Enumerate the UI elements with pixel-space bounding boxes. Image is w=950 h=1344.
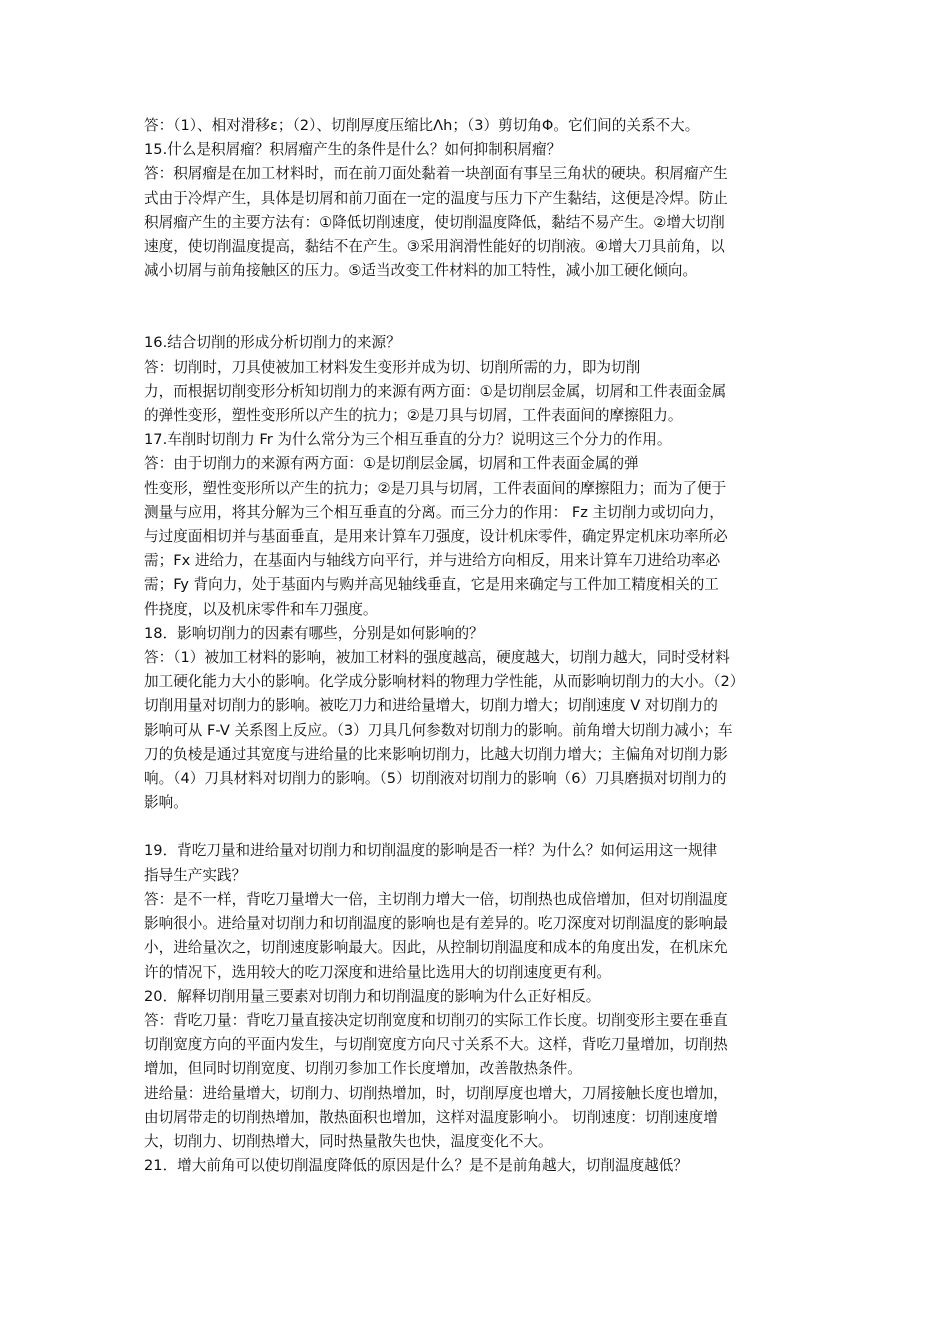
answer-text: 需；Fx 进给力，在基面内与轴线方向平行，并与进给方向相反，用来计算车刀进给功率必 <box>144 552 721 570</box>
document-page <box>144 114 812 1178</box>
paragraph-gap <box>144 283 812 331</box>
answer-text: 答：由于切削力的来源有两方面：①是切削层金属，切屑和工件表面金属的弹 <box>144 455 639 473</box>
answer-text: 答：（1）、相对滑移ε；（2）、切削厚度压缩比Λh；（3）剪切角Φ。它们间的关系不大。 <box>144 117 700 134</box>
question-heading: 指导生产实践？ <box>144 866 247 884</box>
question-heading: 17.车削时切削力 Fr 为什么常分为三个相互垂直的分力？说明这三个分力的作用。 <box>144 431 672 449</box>
question-heading: 19．背吃刀量和进给量对切削力和切削温度的影响是否一样？为什么？如何运用这一规律 <box>144 842 718 860</box>
answer-text: 答：（1）被加工材料的影响，被加工材料的强度越高，硬度越大，切削力越大，同时受材料 <box>144 649 730 667</box>
question-heading: 15.什么是积屑瘤？积屑瘤产生的条件是什么？如何抑制积屑瘤？ <box>144 141 562 159</box>
answer-text: 响。（4）刀具材料对切削力的影响。（5）切削液对切削力的影响（6）刀具磨损对切削力的 <box>144 770 727 788</box>
answer-text: 切削用量对切削力的影响。被吃刀力和进给量增大，切削力增大；切削速度 V 对切削力的 <box>144 697 718 715</box>
answer-text: 增加，但同时切削宽度、切削刃参加工作长度增加，改善散热条件。 <box>144 1060 582 1078</box>
answer-text: 大，切削力、切削热增大，同时热量散失也快，温度变化不大。 <box>144 1132 553 1150</box>
answer-text: 加工硬化能力大小的影响。化学成分影响材料的物理力学性能，从而影响切削力的大小。（2） <box>144 673 745 691</box>
answer-text: 影响可从 F-V 关系图上反应。（3）刀具几何参数对切削力的影响。前角增大切削力减小；车 <box>144 721 733 739</box>
answer-text: 影响很小。进给量对切削力和切削温度的影响也是有差异的。吃刀深度对切削温度的影响最 <box>144 915 728 933</box>
answer-text: 测量与应用，将其分解为三个相互垂直的分离。而三分力的作用： Fz 主切削力或切向力， <box>144 503 724 521</box>
answer-text: 需；Fy 背向力，处于基面内与购并高见轴线垂直，它是用来确定与工件加工精度相关的工 <box>144 576 719 594</box>
question-heading: 16.结合切削的形成分析切削力的来源？ <box>144 334 401 352</box>
answer-text: 速度，使切削温度提高，黏结不在产生。③采用润滑性能好的切削液。④增大刀具前角，以 <box>144 238 725 256</box>
answer-text: 积屑瘤产生的主要方法有：①降低切削速度，使切削温度降低，黏结不易产生。②增大切削 <box>144 213 725 231</box>
answer-text: 件挠度，以及机床零件和车刀强度。 <box>144 600 378 618</box>
question-heading: 20．解释切削用量三要素对切削力和切削温度的影响为什么正好相反。 <box>144 987 601 1005</box>
answer-text: 的弹性变形，塑性变形所以产生的抗力；②是刀具与切屑，工件表面间的摩擦阻力。 <box>144 407 683 425</box>
answer-text: 力，而根据切削变形分析知切削力的来源有两方面：①是切削层金属，切屑和工件表面金属 <box>144 382 727 400</box>
answer-text: 与过度面相切并与基面垂直，是用来计算车刀强度，设计机床零件，确定界定机床功率所必 <box>144 528 728 546</box>
question-heading: 18．影响切削力的因素有哪些，分别是如何影响的？ <box>144 624 484 642</box>
paragraph-gap <box>144 815 812 839</box>
answer-text: 答：是不一样，背吃刀量增大一倍，主切削力增大一倍，切削热也成倍增加，但对切削温度 <box>144 890 728 908</box>
answer-text: 答：背吃刀量：背吃刀量直接决定切削宽度和切削刃的实际工作长度。切削变形主要在垂直 <box>144 1011 728 1029</box>
answer-text: 答：积屑瘤是在加工材料时，而在前刀面处黏着一块剖面有事呈三角状的硬块。积屑瘤产生 <box>144 165 728 183</box>
answer-text: 由切屑带走的切削热增加，散热面积也增加，这样对温度影响小。 切削速度：切削速度增 <box>144 1108 718 1126</box>
answer-text: 切削宽度方向的平面内发生，与切削宽度方向尺寸关系不大。这样，背吃刀量增加，切削热 <box>144 1036 728 1054</box>
answer-text: 小，进给量次之，切削速度影响最大。因此，从控制切削温度和成本的角度出发，在机床允 <box>144 939 728 957</box>
answer-text: 答：切削时，刀具使被加工材料发生变形并成为切、切削所需的力，即为切削 <box>144 358 641 376</box>
answer-text: 减小切屑与前角接触区的压力。⑤适当改变工件材料的加工特性，减小加工硬化倾向。 <box>144 262 698 280</box>
answer-text: 式由于冷焊产生，具体是切屑和前刀面在一定的温度与压力下产生黏结，这便是冷焊。防止 <box>144 189 728 207</box>
answer-text: 进给量：进给量增大，切削力、切削热增加，时，切削厚度也增大，刀屑接触长度也增加， <box>144 1084 728 1102</box>
answer-text: 影响。 <box>144 794 188 812</box>
question-heading: 21．增大前角可以使切削温度降低的原因是什么？是不是前角越大，切削温度越低？ <box>144 1157 688 1175</box>
answer-text: 刀的负棱是通过其宽度与进给量的比来影响切削力，比越大切削力增大；主偏角对切削力影 <box>144 745 728 763</box>
answer-text: 性变形，塑性变形所以产生的抗力；②是刀具与切屑，工件表面间的摩擦阻力；而为了便于 <box>144 479 727 497</box>
answer-text: 许的情况下，选用较大的吃刀深度和进给量比选用大的切削速度更有利。 <box>144 963 612 981</box>
